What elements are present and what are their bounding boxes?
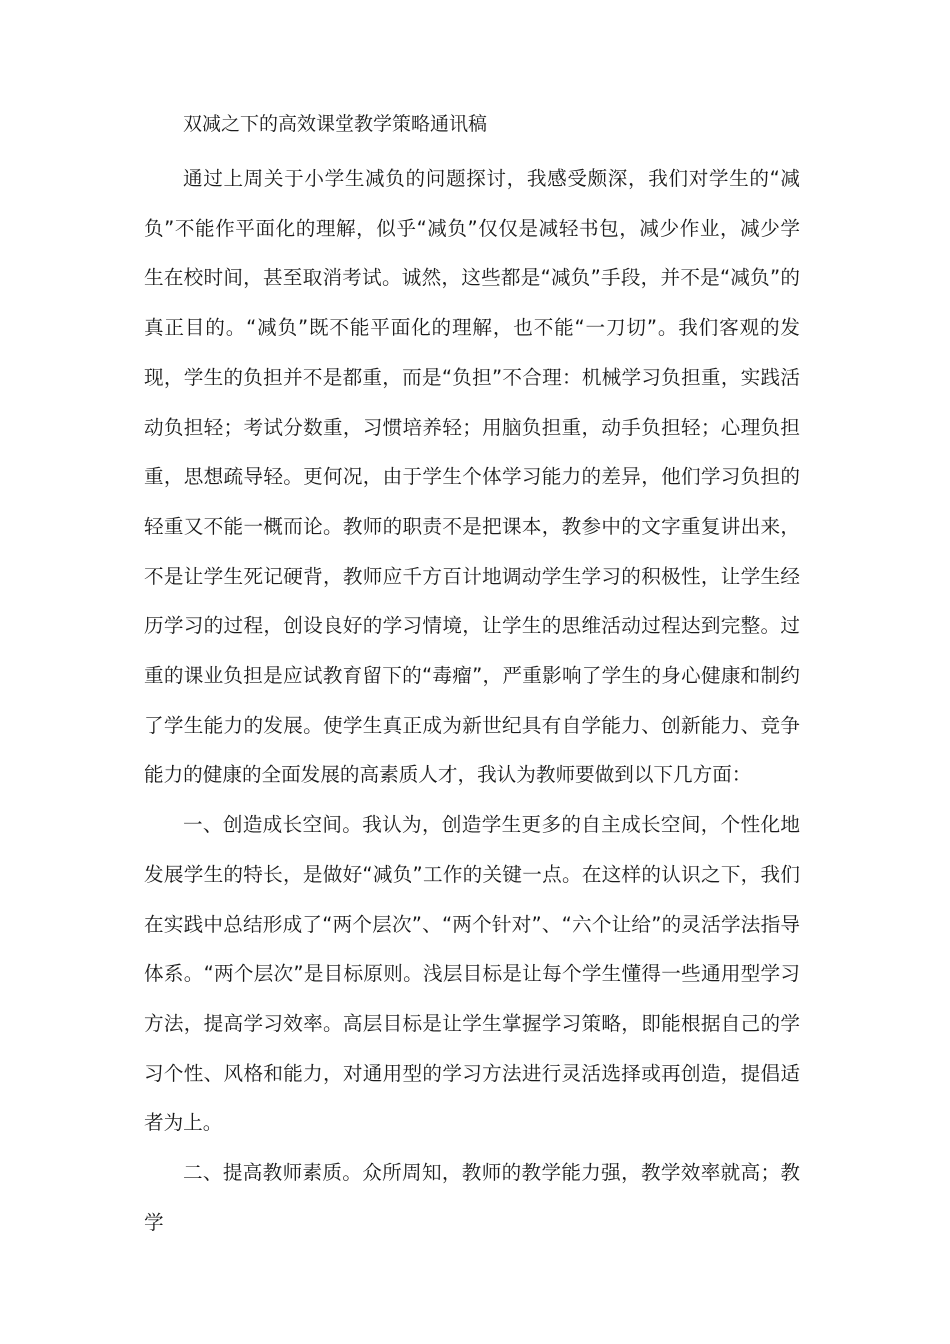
paragraph-growth-space: 一、创造成长空间。我认为，创造学生更多的自主成长空间，个性化地发展学生的特长，是做好“减负”工作的关键一点。在这样的认识之下，我们在实践中总结形成了“两个层次”、“两个针对”、“六个让给”的灵活学法指导体系。“两个层次”是目标原则。浅层目标是让每个学生懂得一些通用型学习方法，提高学习效率。高层目标是让学生掌握学习策略，即能根据自己的学习个性、风格和能力，对通用型的学习方法进行灵活选择或再创造，提倡适者为上。 <box>144 813 800 1135</box>
paragraph-teacher-quality: 二、提高教师素质。众所周知，教师的教学能力强，教学效率就高；教学 <box>144 1161 800 1234</box>
document-title: 双减之下的高效课堂教学策略通讯稿 <box>183 113 488 135</box>
paragraph-intro: 通过上周关于小学生减负的问题探讨，我感受颇深，我们对学生的“减负”不能作平面化的理解，似乎“减负”仅仅是减轻书包，减少作业，减少学生在校时间，甚至取消考试。诚然，这些都是“减负”手段，并不是“减负”的真正目的。“减负”既不能平面化的理解，也不能“一刀切”。我们客观的发现，学生的负担并不是都重，而是“负担”不合理：机械学习负担重，实践活动负担轻；考试分数重，习惯培养轻；用脑负担重，动手负担轻；心理负担重，思想疏导轻。更何况，由于学生个体学习能力的差异，他们学习负担的轻重又不能一概而论。教师的职责不是把课本，教参中的文字重复讲出来，不是让学生死记硬背，教师应千方百计地调动学生学习的积极性，让学生经历学习的过程，创设良好的学习情境，让学生的思维活动过程达到完整。过重的课业负担是应试教育留下的“毒瘤”，严重影响了学生的身心健康和制约了学生能力的发展。使学生真正成为新世纪具有自学能力、创新能力、竞争能力的健康的全面发展的高素质人才，我认为教师要做到以下几方面： <box>144 167 800 787</box>
document-body <box>144 106 800 1247</box>
